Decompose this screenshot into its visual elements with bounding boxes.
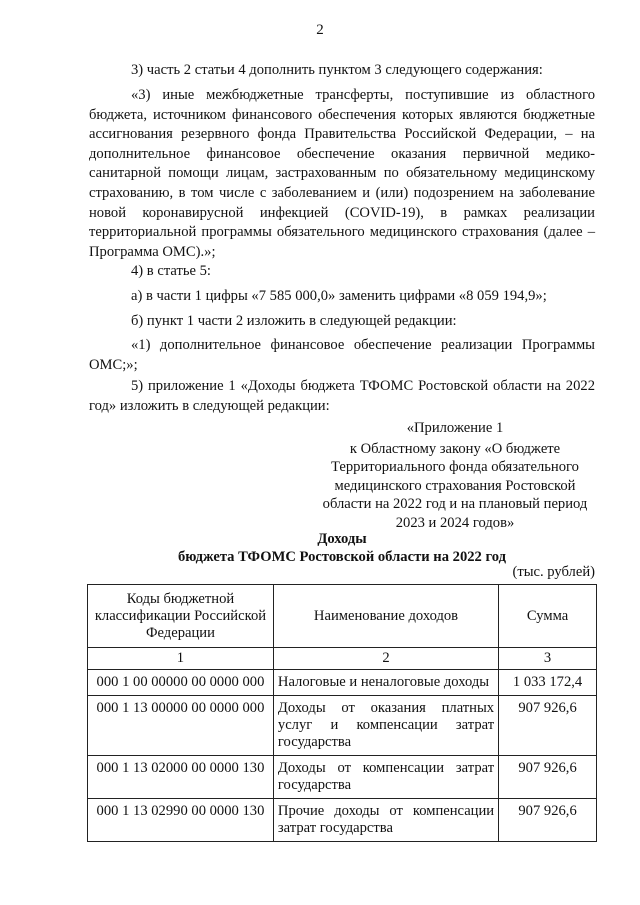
table-row — [88, 756, 597, 799]
budget-code: 000 1 13 02990 00 0000 130 — [88, 799, 274, 842]
units-label: (тыс. рублей) — [512, 564, 595, 580]
budget-code: 000 1 00 00000 00 0000 000 — [88, 670, 274, 696]
table-title: Доходы — [317, 531, 367, 547]
paragraph-item-3: 3) часть 2 статьи 4 дополнить пунктом 3 следующего содержания: — [131, 62, 543, 78]
revenue-sum: 907 926,6 — [499, 756, 597, 799]
budget-code: 000 1 13 02000 00 0000 130 — [88, 756, 274, 799]
column-number-row — [88, 648, 597, 670]
header-codes: Коды бюджетной классификации Российской Федерации — [88, 585, 274, 648]
paragraph-item-4b: б) пункт 1 части 2 изложить в следующей редакции: — [131, 313, 457, 329]
table-row — [88, 670, 597, 696]
appendix-reference: к Областному закону «О бюджете Территориального фонда обязательного медицинского страхования Ростовской области на 2022 год и на плановый период 2023 и 2024 годов» — [322, 441, 588, 531]
revenue-name: Доходы от компенсации затрат государства — [273, 756, 498, 799]
revenue-sum: 907 926,6 — [499, 696, 597, 756]
column-number: 3 — [499, 648, 597, 670]
revenue-name: Налоговые и неналоговые доходы — [273, 670, 498, 696]
paragraph-item-4a: а) в части 1 цифры «7 585 000,0» заменить цифрами «8 059 194,9»; — [131, 288, 547, 304]
revenue-name: Доходы от оказания платных услуг и компенсации затрат государства — [273, 696, 498, 756]
appendix-title: «Приложение 1 — [406, 420, 504, 436]
table-subtitle: бюджета ТФОМС Ростовской области на 2022 год — [177, 549, 507, 565]
table-header-row — [88, 585, 597, 648]
paragraph-quote-1: «1) дополнительное финансовое обеспечение реализации Программы ОМС;»; — [89, 337, 595, 373]
header-sum: Сумма — [499, 585, 597, 648]
revenue-sum: 907 926,6 — [499, 799, 597, 842]
column-number: 2 — [273, 648, 498, 670]
table-row — [88, 696, 597, 756]
revenue-sum: 1 033 172,4 — [499, 670, 597, 696]
paragraph-quote-3: «3) иные межбюджетные трансферты, поступившие из областного бюджета, источником финансового обеспечения которых являются бюджетные ассигнования резервного фонда Правительства Российской Федерации, – на дополнительное финансовое обеспечение оказания первичной медико-санитарной помощи лицам, застрахованным по обязательному медицинскому страхованию, в том числе с заболеванием и (или) подозрением на заболевание новой коронавирусной инфекцией (COVID-19), в рамках реализации территориальной программы обязательного медицинского страхования (далее – Программа ОМС).»; — [89, 87, 595, 260]
column-number: 1 — [88, 648, 274, 670]
budget-code: 000 1 13 00000 00 0000 000 — [88, 696, 274, 756]
table-row — [88, 799, 597, 842]
page-number: 2 — [316, 22, 324, 38]
paragraph-item-5: 5) приложение 1 «Доходы бюджета ТФОМС Ростовской области на 2022 год» изложить в следующей редакции: — [89, 378, 595, 414]
revenue-table — [87, 584, 597, 842]
paragraph-item-4: 4) в статье 5: — [131, 263, 211, 279]
revenue-name: Прочие доходы от компенсации затрат государства — [273, 799, 498, 842]
header-name: Наименование доходов — [273, 585, 498, 648]
